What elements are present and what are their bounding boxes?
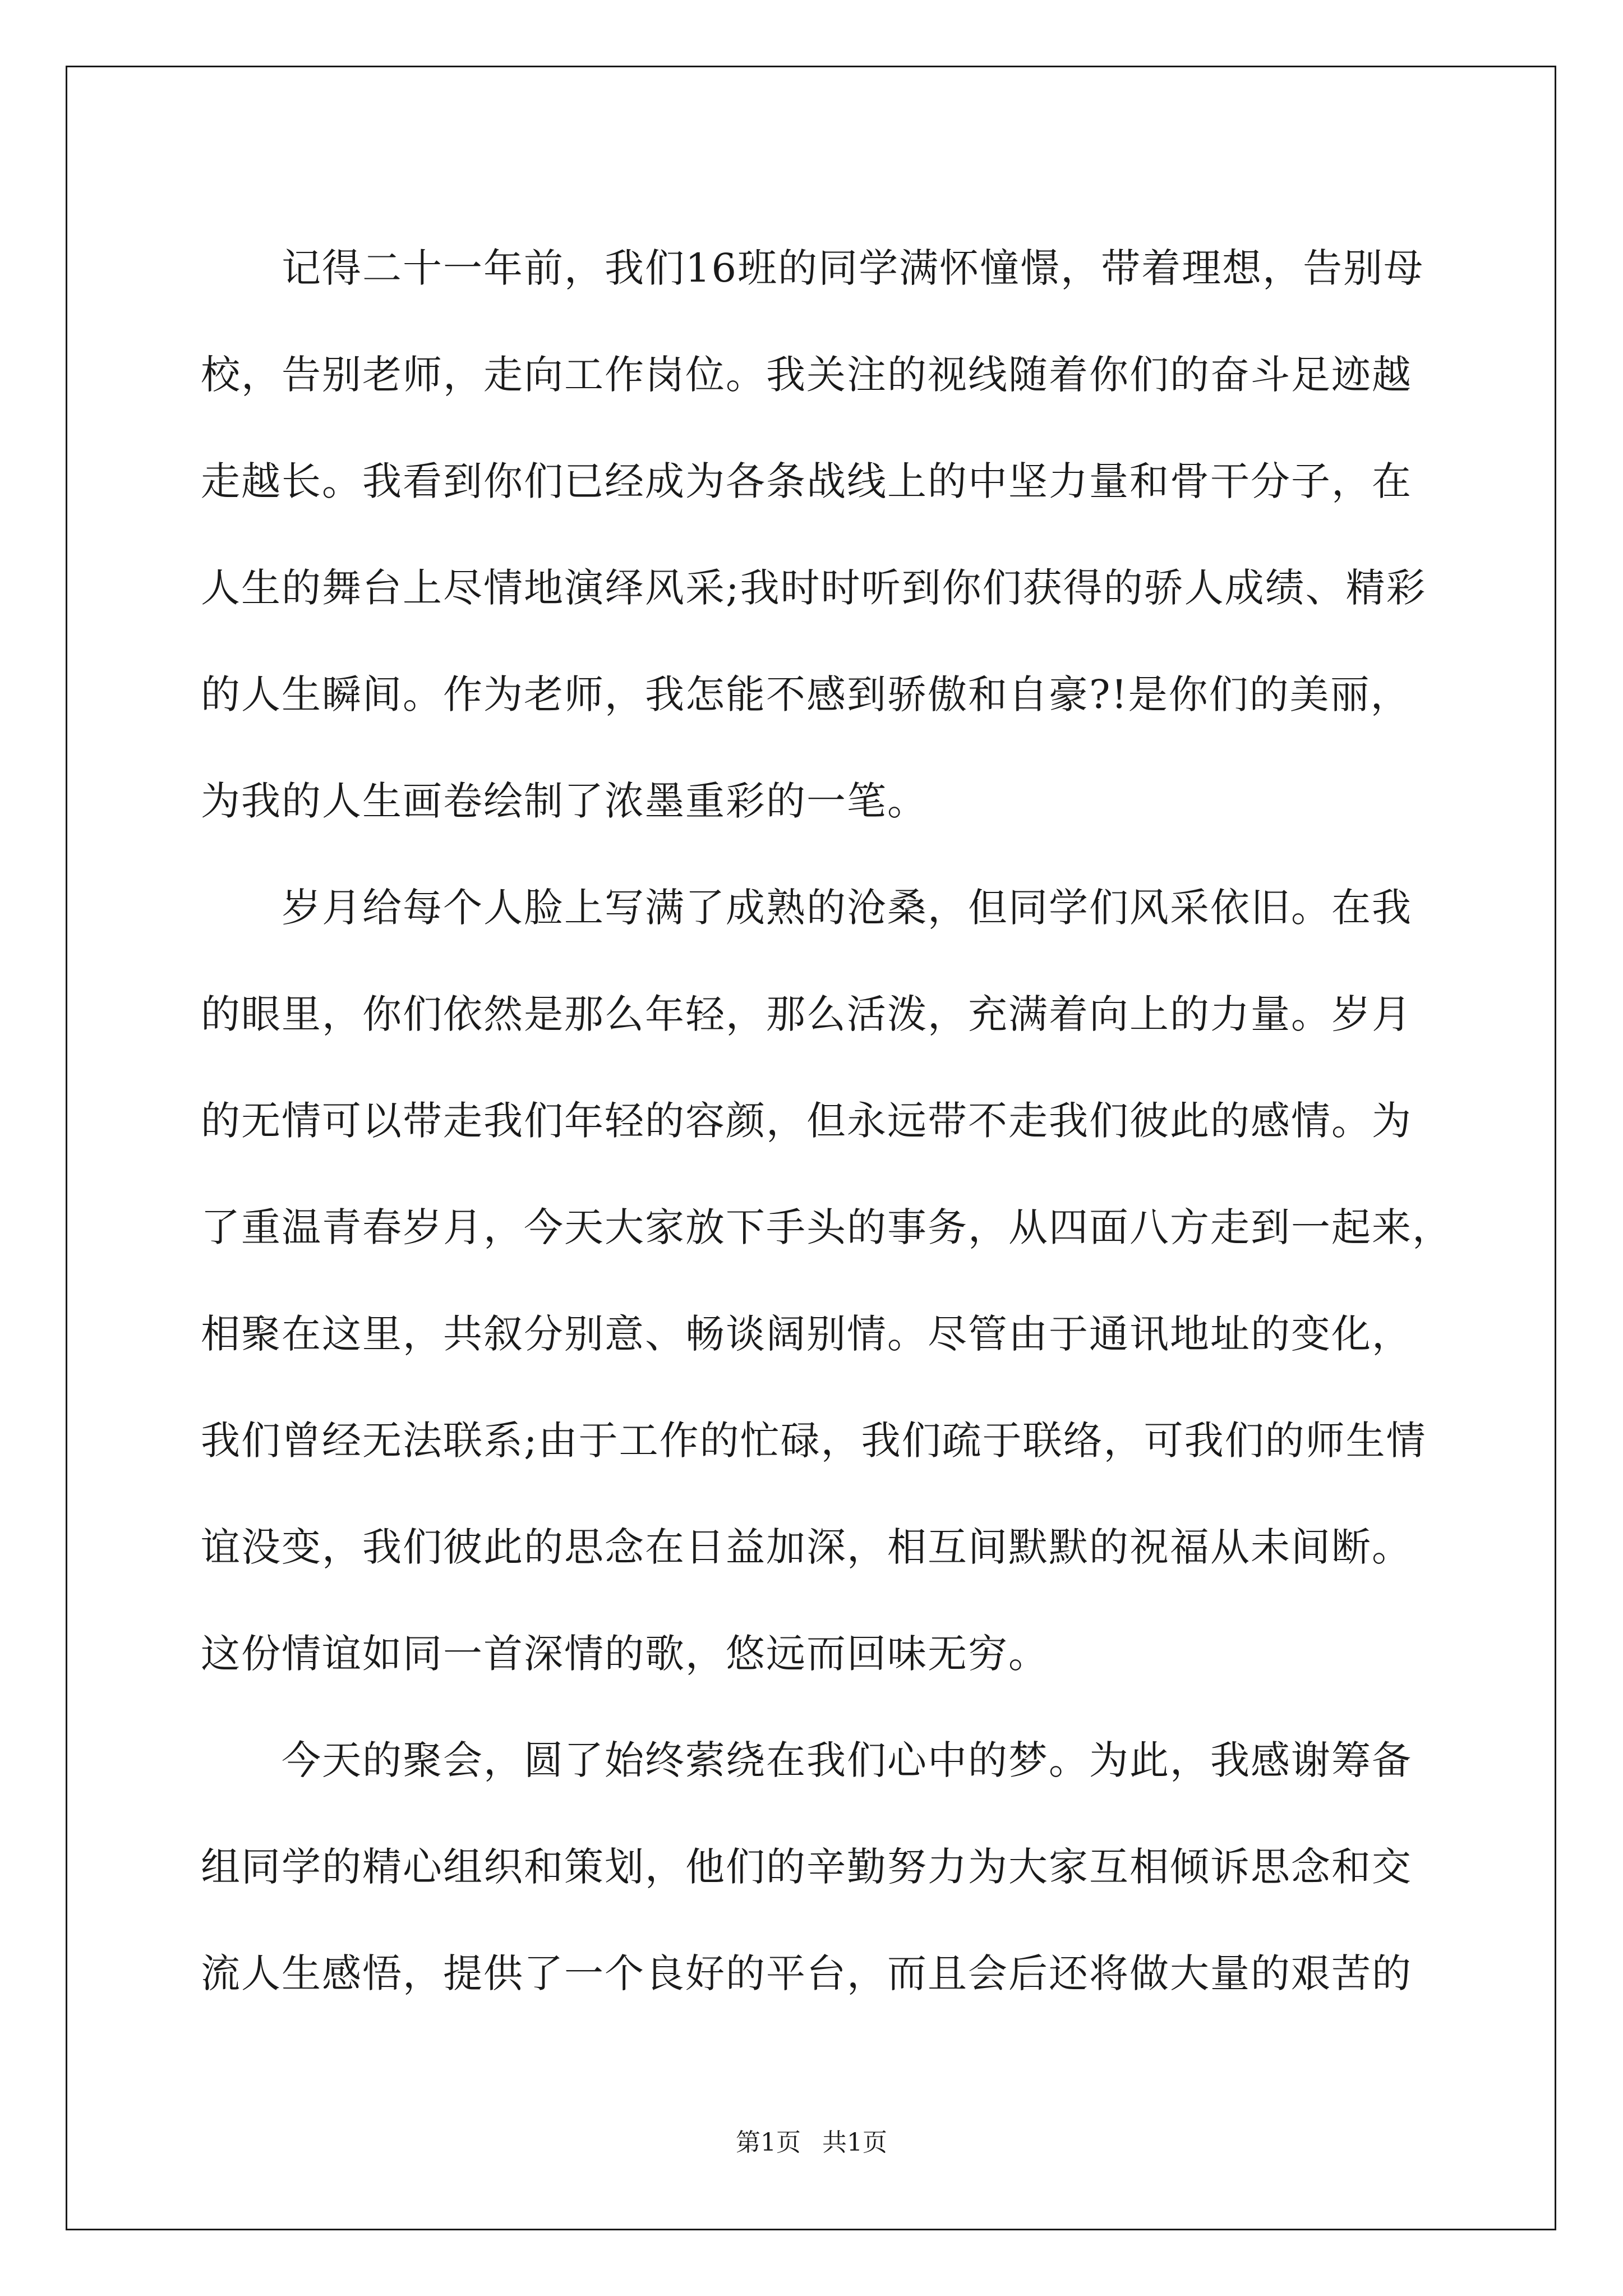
paragraph-1-line-4: 人生的舞台上尽情地演绎风采;我时时听到你们获得的骄人成绩、精彩: [201, 565, 1427, 611]
paragraph-3-line-2: 组同学的精心组织和策划，他们的辛勤努力为大家互相倾诉思念和交: [201, 1844, 1412, 1890]
paragraph-2-line-5: 相聚在这里，共叙分别意、畅谈阔别情。尽管由于通讯地址的变化，: [201, 1311, 1412, 1357]
paragraph-2-line-4: 了重温青春岁月，今天大家放下手头的事务，从四面八方走到一起来，: [201, 1204, 1453, 1250]
paragraph-3-line-3: 流人生感悟，提供了一个良好的平台，而且会后还将做大量的艰苦的: [201, 1950, 1412, 1996]
paragraph-2-line-3: 的无情可以带走我们年轻的容颜，但永远带不走我们彼此的感情。为: [201, 1098, 1412, 1144]
page-number-current: 第1页: [736, 2128, 801, 2157]
paragraph-2-line-1: 岁月给每个人脸上写满了成熟的沧桑，但同学们风采依旧。在我: [282, 885, 1412, 931]
paragraph-1-line-1: 记得二十一年前，我们16班的同学满怀憧憬，带着理想，告别母: [282, 245, 1424, 291]
paragraph-2-line-8: 这份情谊如同一首深情的歌，悠远而回味无穷。: [201, 1631, 1049, 1677]
paragraph-3-line-1: 今天的聚会，圆了始终萦绕在我们心中的梦。为此，我感谢筹备: [282, 1737, 1412, 1783]
page-footer: [0, 2126, 1623, 2160]
page-number-total: 共1页: [822, 2128, 887, 2157]
paragraph-2-line-7: 谊没变，我们彼此的思念在日益加深，相互间默默的祝福从未间断。: [201, 1524, 1412, 1570]
paragraph-1-line-5: 的人生瞬间。作为老师，我怎能不感到骄傲和自豪?!是你们的美丽，: [201, 671, 1411, 717]
document-body: [201, 215, 1453, 2027]
paragraph-1-line-3: 走越长。我看到你们已经成为各条战线上的中坚力量和骨干分子，在: [201, 458, 1412, 504]
paragraph-2-line-6: 我们曾经无法联系;由于工作的忙碌，我们疏于联络，可我们的师生情: [201, 1418, 1427, 1464]
paragraph-1-line-6: 为我的人生画卷绘制了浓墨重彩的一笔。: [201, 778, 928, 824]
paragraph-1-line-2: 校，告别老师，走向工作岗位。我关注的视线随着你们的奋斗足迹越: [201, 352, 1412, 398]
paragraph-2-line-2: 的眼里，你们依然是那么年轻，那么活泼，充满着向上的力量。岁月: [201, 991, 1412, 1037]
